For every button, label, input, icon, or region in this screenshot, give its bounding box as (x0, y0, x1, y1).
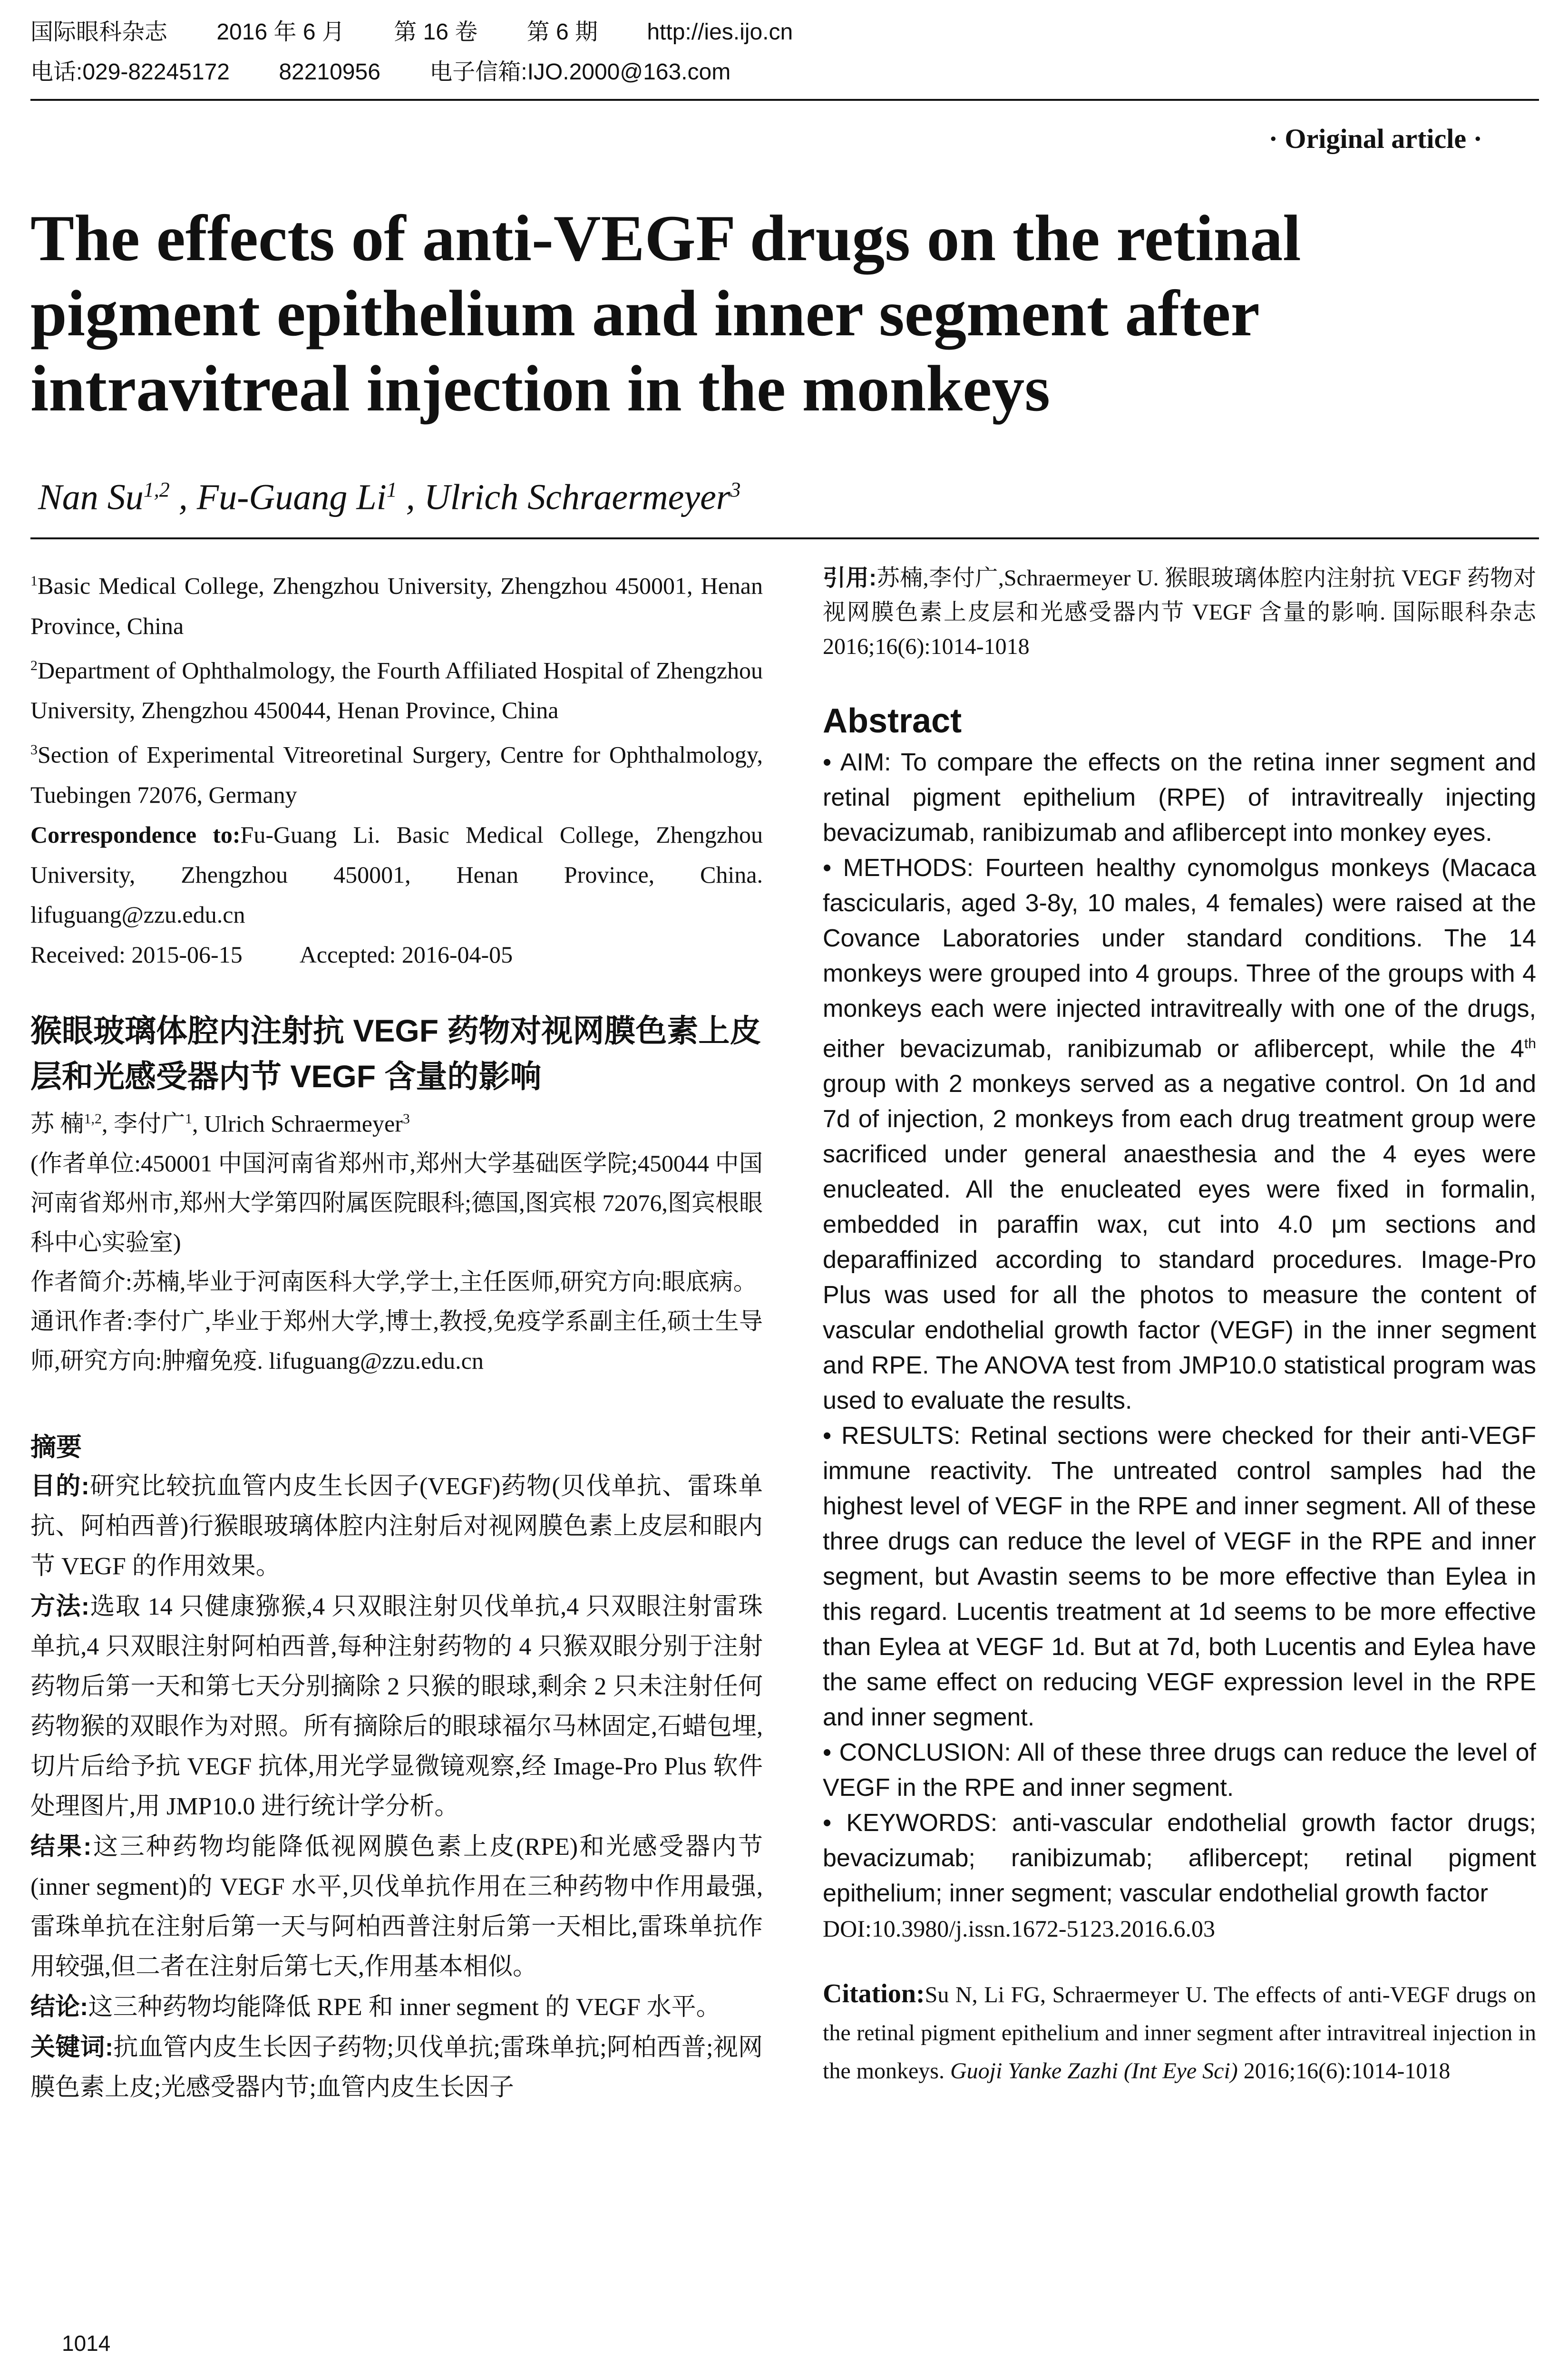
author-list (38, 466, 740, 521)
journal-name-cn: 国际眼科杂志 (30, 19, 168, 45)
right-column (823, 561, 1536, 2090)
author-2-affil: 1 (386, 478, 397, 501)
abstract-keywords: • KEYWORDS: anti-vascular endothelial growth factor drugs; bevacizumab; ranibizumab; aflibercept; retinal pigment epithelium; inner segment; vascular endothelial growth factor (823, 1809, 1536, 1908)
running-header-line1 (30, 18, 836, 47)
running-header-line2 (30, 58, 773, 87)
cn-citation-text: 苏楠,李付广,Schraermeyer U. 猴眼玻璃体腔内注射抗 VEGF 药物对视网膜色素上皮层和光感受器内节 VEGF 含量的影响. 国际眼科杂志 2016;16(6):1014-1018 (823, 565, 1536, 659)
author-2: Fu-Guang Li (196, 477, 387, 517)
cn-units: (作者单位:450001 中国河南省郑州市,郑州大学基础医学院;450044 中国河南省郑州市,郑州大学第四附属医院眼科;德国,图宾根 72076,图宾根眼科中心实验室) (30, 1150, 763, 1256)
cn-results: 结果:这三种药物均能降低视网膜色素上皮(RPE)和光感受器内节(inner segment)的 VEGF 水平,贝伐单抗作用在三种药物中作用最强,雷珠单抗在注射后第一天与阿柏西普注射后第一天相比,雷珠单抗作用较强,但二者在注射后第七天,作用基本相似。 (30, 1832, 763, 1980)
affiliation-2: $^2$Department of Ophthalmology, the Fourth Affiliated Hospital of Zhengzhou University, Zhengzhou 450044, Henan Province, China (30, 657, 763, 724)
cn-aim: 目的:研究比较抗血管内皮生长因子(VEGF)药物(贝伐单抗、雷珠单抗、阿柏西普)行猴眼玻璃体腔内注射后对视网膜色素上皮层和眼内节 VEGF 的作用效果。 (30, 1472, 763, 1580)
cn-abstract-heading: 摘要 (30, 1432, 82, 1461)
affiliation-1: $^1$Basic Medical College, Zhengzhou University, Zhengzhou 450001, Henan Province, China (30, 572, 763, 639)
author-1-affil: 1,2 (143, 478, 170, 501)
received-date: Received: 2015-06-15 (30, 941, 243, 968)
citation (823, 1975, 1536, 2090)
citation-text: Su N, Li FG, Schraermeyer U. The effects of anti-VEGF drugs on the retinal pigment epithelium and inner segment after intravitreal injection in the monkeys. (823, 1982, 1536, 2084)
author-sep: , (169, 477, 197, 517)
correspondence: Correspondence to:Fu-Guang Li. Basic Medical College, Zhengzhou University, Zhengzhou 450001, Henan Province, China. lifuguang@zzu.edu.cn (30, 821, 763, 928)
email[interactable]: 电子信箱:IJO.2000@163.com (429, 59, 731, 85)
issue-date: 2016 年 6 月 (216, 19, 345, 45)
cn-citation (823, 561, 1536, 664)
volume: 第 16 卷 (394, 19, 478, 45)
page-number: 1014 (62, 2331, 111, 2356)
author-rule (30, 537, 1539, 539)
abstract-methods: • METHODS: Fourteen healthy cynomolgus monkeys (Macaca fascicularis, aged 3-8y, 10 males, 4 females) were raised at the Covance Laboratories under standard conditions. The 14 monkeys were grouped into 4 groups. Three of the groups with 4 monkeys each were injected intravitreally with one of the drugs, either bevacizumab, ranibizumab or aflibercept, while the 4th group with 2 monkeys served as a negative control. On 1d and 7d of injection, 2 monkeys from each drug treatment group were sacrificed under general anaesthesia and the 4 eyes were enucleated. All the enucleated eyes were fixed in formalin, embedded in paraffin wax, cut into 4.0 μm sections and deparaffinized according to standard procedures. Image-Pro Plus was used for all the photos to measure the content of vascular endothelial growth factor (VEGF) in the inner segment and RPE. The ANOVA test from JMP10.0 statistical program was used to evaluate the results. (823, 854, 1536, 1415)
cn-citation-label: 引用: (823, 565, 877, 591)
abstract (823, 745, 1536, 1911)
cn-abstract (30, 1466, 763, 2108)
cn-keywords: 关键词:抗血管内皮生长因子药物;贝伐单抗;雷珠单抗;阿柏西普;视网膜色素上皮;光感受器内节;血管内皮生长因子 (30, 2033, 763, 2101)
citation-tail: 2016;16(6):1014-1018 (1237, 2058, 1451, 2084)
cn-author-info (30, 1099, 763, 1381)
accepted-date: Accepted: 2016-04-05 (299, 941, 513, 968)
author-3-affil: 3 (730, 478, 741, 501)
cn-bio: 作者简介:苏楠,毕业于河南医科大学,学士,主任医师,研究方向:眼底病。 (30, 1268, 757, 1295)
header-rule (30, 99, 1539, 101)
cn-methods: 方法:选取 14 只健康猕猴,4 只双眼注射贝伐单抗,4 只双眼注射雷珠单抗,4 只双眼注射阿柏西普,每种注射药物的 4 只猴双眼分别于注射药物后第一天和第七天分别摘除 2 只猴的眼球,剩余 2 只未注射任何药物猴的双眼作为对照。所有摘除后的眼球福尔马林固定,石蜡包埋,切片后给予抗 VEGF 抗体,用光学显微镜观察,经 Image-Pro Plus 软件处理图片,用 JMP10.0 进行统计学分析。 (30, 1592, 763, 1820)
phone-2: 82210956 (279, 59, 380, 85)
abstract-results: • RESULTS: Retinal sections were checked for their anti-VEGF immune reactivity. The untreated control samples had the highest level of VEGF in the RPE and inner segment. All of these three drugs can reduce the level of VEGF in the RPE and inner segment, but Avastin seems to be more effective than Eylea in this regard. Lucentis treatment at 1d seems to be more effective than Eylea at VEGF 1d. But at 7d, both Lucentis and Eylea have the same effect on reducing VEGF expression level in the RPE and inner segment. (823, 1422, 1536, 1732)
citation-journal: Guoji Yanke Zazhi (Int Eye Sci) (950, 2058, 1238, 2084)
cn-corresponding: 通讯作者:李付广,毕业于郑州大学,博士,教授,免疫学系副主任,硕士生导师,研究方向:肿瘤免疫. lifuguang@zzu.edu.cn (30, 1307, 763, 1374)
issue: 第 6 期 (526, 19, 598, 45)
dates (30, 935, 763, 974)
abstract-heading: Abstract (823, 702, 962, 740)
affiliation-3: $^3$Section of Experimental Vitreoretinal Surgery, Centre for Ophthalmology, Tuebingen 72076, Germany (30, 741, 763, 808)
cn-title: 猴眼玻璃体腔内注射抗 VEGF 药物对视网膜色素上皮层和光感受器内节 VEGF 含量的影响 (30, 1013, 761, 1094)
author-sep: , (397, 477, 424, 517)
cn-conclusion: 结论:这三种药物均能降低 RPE 和 inner segment 的 VEGF 水平。 (30, 1993, 721, 2021)
article-title: The effects of anti-VEGF drugs on the retinal pigment epithelium and inner segment after intravitreal injection in the monkeys (30, 202, 1301, 425)
article-type: · Original article · (1268, 123, 1482, 154)
citation-label: Citation: (823, 1979, 925, 2009)
author-1: Nan Su (38, 477, 144, 517)
abstract-aim: • AIM: To compare the effects on the retina inner segment and retinal pigment epithelium (RPE) of intravitreally injecting bevacizumab, ranibizumab and aflibercept into monkey eyes. (823, 749, 1536, 847)
cn-authors: 苏 楠$^{1,2}$, 李付广$^1$, Ulrich Schraermeyer$^3$ (30, 1110, 410, 1137)
left-column (30, 561, 763, 2108)
journal-url[interactable]: http://ies.ijo.cn (647, 19, 793, 45)
abstract-conclusion: • CONCLUSION: All of these three drugs can reduce the level of VEGF in the RPE and inner segment. (823, 1739, 1536, 1802)
affiliations (30, 561, 763, 974)
author-3: Ulrich Schraermeyer (424, 477, 730, 517)
phone: 电话:029-82245172 (30, 59, 230, 85)
doi[interactable]: DOI:10.3980/j.issn.1672-5123.2016.6.03 (823, 1915, 1215, 1942)
